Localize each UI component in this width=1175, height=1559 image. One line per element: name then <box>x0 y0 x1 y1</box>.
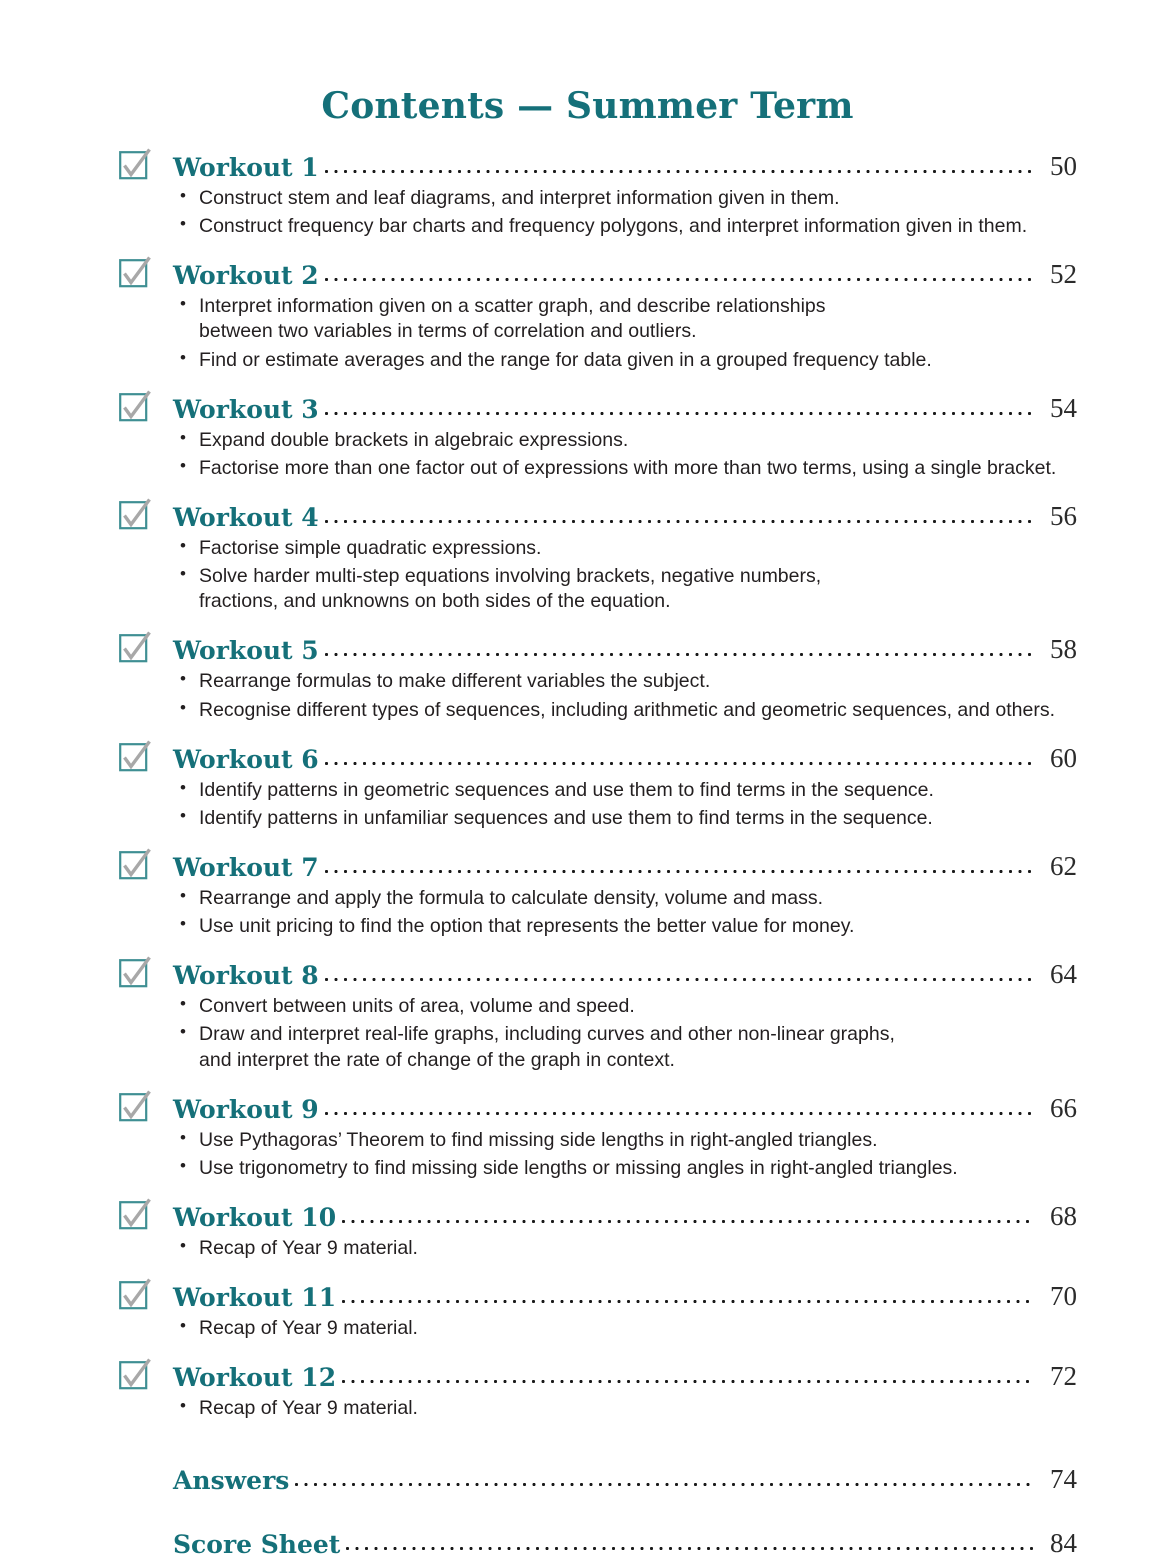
toc-entry <box>118 1090 1077 1181</box>
toc-objective <box>176 1316 1077 1341</box>
toc-objective <box>176 456 1077 481</box>
dot-leader <box>325 157 1033 177</box>
toc-objective-list <box>118 1128 1077 1181</box>
toc-entry <box>118 498 1077 614</box>
toc-page-number: 68 <box>1050 1200 1077 1231</box>
toc-page-number: 62 <box>1050 850 1077 881</box>
toc-entry <box>118 1525 1077 1559</box>
toc-objective-list <box>118 1316 1077 1341</box>
toc-objective <box>176 1022 1077 1072</box>
toc-objective-line: Rearrange and apply the formula to calculate density, volume and mass. <box>199 886 823 909</box>
toc-entry-label: Score Sheet <box>173 1530 341 1559</box>
toc-entry <box>118 148 1077 239</box>
toc-objective-line: fractions, and unknowns on both sides of the equation. <box>199 590 671 613</box>
toc-objective-list <box>118 669 1077 722</box>
dot-leader <box>295 1470 1033 1490</box>
toc-page-number: 58 <box>1050 634 1077 665</box>
toc-entry-row[interactable] <box>118 1090 1077 1124</box>
toc-entry-label: Workout 1 <box>173 153 319 182</box>
toc-entry <box>118 1278 1077 1341</box>
checkbox-checked-icon[interactable] <box>118 152 146 180</box>
toc-objective <box>176 806 1077 831</box>
toc-objective <box>176 186 1077 211</box>
toc-entry-row[interactable] <box>118 848 1077 882</box>
toc-entry-label: Workout 10 <box>173 1202 337 1232</box>
toc-objective-line: Solve harder multi-step equations involving brackets, negative numbers, <box>199 565 822 588</box>
toc-objective-line: Recap of Year 9 material. <box>199 1397 418 1420</box>
checkbox-checked-icon[interactable] <box>118 635 146 663</box>
toc-entry-label: Workout 5 <box>173 636 319 666</box>
toc-page-number: 52 <box>1050 259 1077 290</box>
toc-entry-row[interactable] <box>118 740 1077 774</box>
toc-objective-line: Construct frequency bar charts and frequency polygons, and interpret information given in them. <box>199 215 1028 238</box>
toc-entry-label: Workout 8 <box>173 961 319 991</box>
toc-objective-line: Interpret information given on a scatter graph, and describe relationships <box>199 295 826 318</box>
toc-objective-list <box>118 294 1077 372</box>
toc-objective-line: Expand double brackets in algebraic expressions. <box>199 428 629 451</box>
toc-objective <box>176 1128 1077 1153</box>
toc-entry-label: Workout 4 <box>173 502 319 532</box>
toc-entry-row[interactable] <box>118 256 1077 290</box>
checkbox-checked-icon[interactable] <box>118 1282 146 1310</box>
toc-objective-line: between two variables in terms of correlation and outliers. <box>199 320 697 343</box>
toc-objective-list <box>118 1236 1077 1261</box>
toc-objective-line: Recognise different types of sequences, including arithmetic and geometric sequences, and others. <box>199 698 1055 721</box>
toc-entry-row[interactable] <box>118 1358 1077 1392</box>
dot-leader <box>325 640 1033 660</box>
dot-leader <box>325 1099 1033 1119</box>
toc-entry-row[interactable] <box>118 956 1077 990</box>
toc-page-number: 74 <box>1050 1464 1077 1495</box>
checkbox-checked-icon[interactable] <box>118 744 146 772</box>
toc-objective-line: Use trigonometry to find missing side lengths or missing angles in right-angled triangles. <box>199 1156 958 1179</box>
toc-objective-list <box>118 186 1077 239</box>
toc-entry-label: Workout 12 <box>173 1363 337 1393</box>
toc-entry-row[interactable] <box>118 498 1077 532</box>
toc-objective-list <box>118 428 1077 481</box>
toc-objective <box>176 1396 1077 1421</box>
toc-entry <box>118 256 1077 372</box>
toc-entry <box>118 1461 1077 1495</box>
toc-objective <box>176 348 1077 373</box>
toc-objective <box>176 1236 1077 1261</box>
toc-objective <box>176 214 1077 239</box>
toc-objective <box>176 914 1077 939</box>
toc-entry-label: Answers <box>173 1466 290 1496</box>
toc-entry-label: Workout 6 <box>173 744 319 774</box>
dot-leader <box>325 749 1033 769</box>
toc-objective <box>176 698 1077 723</box>
toc-entry-label: Workout 7 <box>173 852 319 882</box>
dot-leader <box>325 857 1033 877</box>
toc-objective <box>176 669 1077 694</box>
toc-objective-list <box>118 994 1077 1072</box>
toc-objective-line: Recap of Year 9 material. <box>199 1317 418 1340</box>
toc-objective <box>176 428 1077 453</box>
toc-page-number: 64 <box>1050 959 1077 990</box>
toc-objective-line: Convert between units of area, volume and speed. <box>199 995 635 1018</box>
toc-objective-list <box>118 886 1077 939</box>
toc-objective-line: Construct stem and leaf diagrams, and interpret information given in them. <box>199 187 840 209</box>
toc-entry-label: Workout 9 <box>173 1094 319 1124</box>
toc-entry-row[interactable] <box>118 1461 1077 1495</box>
page-title: Contents — Summer Term <box>321 85 854 127</box>
toc-entry-row[interactable] <box>118 1525 1077 1559</box>
toc-entry <box>118 631 1077 722</box>
toc-page-number: 84 <box>1050 1528 1077 1559</box>
dot-leader <box>342 1367 1033 1387</box>
checkbox-checked-icon[interactable] <box>118 260 146 288</box>
toc-entry <box>118 956 1077 1072</box>
toc-entry <box>118 1358 1077 1421</box>
checkbox-checked-icon[interactable] <box>118 502 146 530</box>
toc-page-number: 54 <box>1050 392 1077 423</box>
toc-entry-row[interactable] <box>118 1278 1077 1312</box>
toc-entry <box>118 390 1077 481</box>
toc-objective-line: Use unit pricing to find the option that represents the better value for money. <box>199 915 855 938</box>
checkbox-checked-icon[interactable] <box>118 852 146 880</box>
checkbox-checked-icon[interactable] <box>118 960 146 988</box>
toc-page-number: 60 <box>1050 742 1077 773</box>
dot-leader <box>346 1534 1033 1554</box>
toc-page-number: 66 <box>1050 1092 1077 1123</box>
toc-entry <box>118 1198 1077 1261</box>
toc-entry-label: Workout 3 <box>173 394 319 424</box>
toc-page-number: 56 <box>1050 500 1077 531</box>
toc-objective-line: Factorise simple quadratic expressions. <box>199 536 542 559</box>
toc-objective <box>176 294 1077 344</box>
toc-entry-label: Workout 2 <box>173 261 319 291</box>
toc-entry-row[interactable] <box>118 1198 1077 1232</box>
toc-objective-line: Recap of Year 9 material. <box>199 1236 418 1259</box>
dot-leader <box>325 507 1033 527</box>
toc-objective-line: Identify patterns in geometric sequences and use them to find terms in the sequence. <box>199 778 934 801</box>
dot-leader <box>325 965 1033 985</box>
toc-objective-line: Rearrange formulas to make different variables the subject. <box>199 670 711 693</box>
dot-leader <box>342 1287 1033 1307</box>
toc-entry-row[interactable] <box>118 631 1077 665</box>
toc-objective <box>176 778 1077 803</box>
toc-objective-line: and interpret the rate of change of the graph in context. <box>199 1048 675 1071</box>
toc-objective-list <box>118 778 1077 831</box>
toc-objective-line: Identify patterns in unfamiliar sequences and use them to find terms in the sequence. <box>199 806 933 829</box>
toc-entry-label: Workout 11 <box>173 1283 337 1313</box>
dot-leader <box>325 265 1033 285</box>
toc-objective-list <box>118 536 1077 614</box>
toc-objective-line: Factorise more than one factor out of expressions with more than two terms, using a single bracket. <box>199 456 1057 479</box>
checkbox-checked-icon[interactable] <box>118 1202 146 1230</box>
toc-objective <box>176 564 1077 614</box>
table-of-contents <box>0 148 1175 1559</box>
toc-page-number: 70 <box>1050 1281 1077 1312</box>
toc-objective <box>176 886 1077 911</box>
toc-objective-line: Find or estimate averages and the range for data given in a grouped frequency table. <box>199 348 932 371</box>
toc-entry-row[interactable] <box>118 390 1077 424</box>
checkbox-checked-icon[interactable] <box>118 394 146 422</box>
toc-page-number: 50 <box>1050 151 1077 181</box>
dot-leader <box>342 1207 1033 1227</box>
toc-entry <box>118 848 1077 939</box>
dot-leader <box>325 399 1033 419</box>
checkbox-checked-icon[interactable] <box>118 1094 146 1122</box>
toc-objective-line: Use Pythagoras’ Theorem to find missing side lengths in right-angled triangles. <box>199 1128 878 1151</box>
toc-objective <box>176 994 1077 1019</box>
toc-objective-list <box>118 1396 1077 1421</box>
toc-objective <box>176 1156 1077 1181</box>
checkbox-checked-icon[interactable] <box>118 1362 146 1390</box>
toc-objective-line: Draw and interpret real-life graphs, including curves and other non-linear graphs, <box>199 1023 895 1046</box>
toc-objective <box>176 536 1077 561</box>
toc-page-number: 72 <box>1050 1361 1077 1392</box>
toc-entry <box>118 740 1077 831</box>
toc-entry-row[interactable] <box>118 148 1077 182</box>
